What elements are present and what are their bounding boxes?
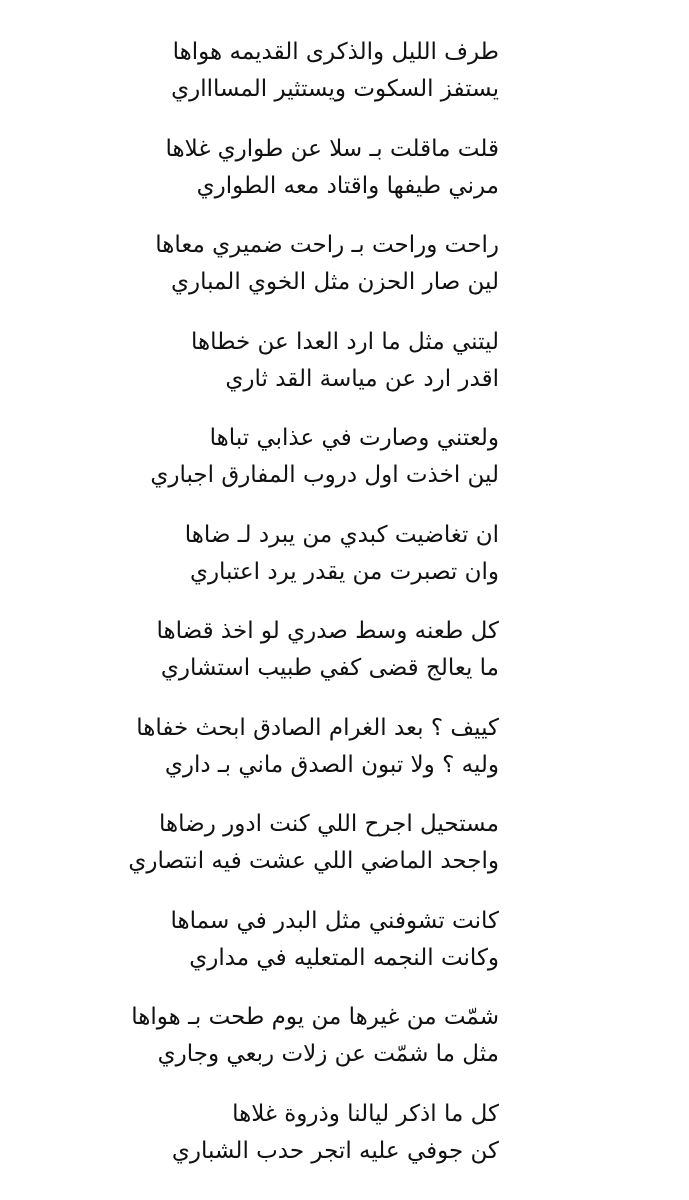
verse-line: كل ما اذكر ليالنا وذروة غلاها bbox=[232, 1100, 499, 1127]
verse-line: ليتني مثل ما ارد العدا عن خطاها bbox=[190, 328, 499, 355]
verse-line: شمّت من غيرها من يوم طحت بـ هواها bbox=[131, 1004, 499, 1030]
poem bbox=[0, 34, 689, 1200]
verse-line: واجحد الماضي اللي عشت فيه انتصاري bbox=[128, 848, 499, 874]
verse-line: كن جوفي عليه اتجر حدب الشباري bbox=[171, 1137, 499, 1164]
verse-line: وليه ؟ ولا تبون الصدق ماني بـ داري bbox=[164, 751, 499, 778]
stanza-8 bbox=[60, 710, 499, 807]
verse-line: ان تغاضيت كبدي من يبرد لـ ضاها bbox=[184, 521, 499, 548]
verse-line: كانت تشوفني مثل البدر في سماها bbox=[170, 907, 499, 934]
verse-line: مرني طيفها واقتاد معه الطواري bbox=[196, 172, 499, 199]
stanza-7 bbox=[60, 613, 499, 710]
stanza-3 bbox=[60, 227, 499, 324]
verse-line: ولعتني وصارت في عذابي تباها bbox=[209, 425, 499, 451]
verse-line: كييف ؟ بعد الغرام الصادق ابحث خفاها bbox=[136, 714, 499, 741]
verse-line: مستحيل اجرح اللي كنت ادور رضاها bbox=[159, 811, 499, 837]
stanza-9 bbox=[60, 806, 499, 903]
stanza-11 bbox=[60, 999, 499, 1096]
stanza-5 bbox=[60, 420, 499, 517]
verse-line: وكانت النجمه المتعليه في مداري bbox=[189, 944, 499, 971]
stanza-2 bbox=[60, 131, 499, 228]
verse-line: راحت وراحت بـ راحت ضميري معاها bbox=[155, 232, 499, 258]
verse-line: كل طعنه وسط صدري لو اخذ قضاها bbox=[156, 618, 499, 644]
stanza-4 bbox=[60, 324, 499, 421]
verse-line: ما يعالج قضى كفي طبيب استشاري bbox=[160, 655, 499, 681]
verse-line: اقدر ارد عن مياسة القد ثاري bbox=[225, 365, 499, 392]
verse-line: طرف الليل والذكرى القديمه هواها bbox=[172, 39, 499, 65]
verse-line: مثل ما شمّت عن زلات ربعي وجاري bbox=[157, 1041, 499, 1067]
verse-line: لين اخذت اول دروب المفارق اجباري bbox=[150, 462, 499, 488]
stanza-1 bbox=[60, 34, 499, 131]
stanza-12 bbox=[60, 1096, 499, 1193]
verse-line: يستفز السكوت ويستثير المساااري bbox=[171, 76, 499, 102]
verse-line: وان تصبرت من يقدر يرد اعتباري bbox=[189, 558, 499, 585]
verse-line: قلت ماقلت بـ سلا عن طواري غلاها bbox=[165, 135, 499, 162]
stanza-10 bbox=[60, 903, 499, 1000]
stanza-6 bbox=[60, 517, 499, 614]
verse-line: لين صار الحزن مثل الخوي المباري bbox=[170, 269, 499, 295]
